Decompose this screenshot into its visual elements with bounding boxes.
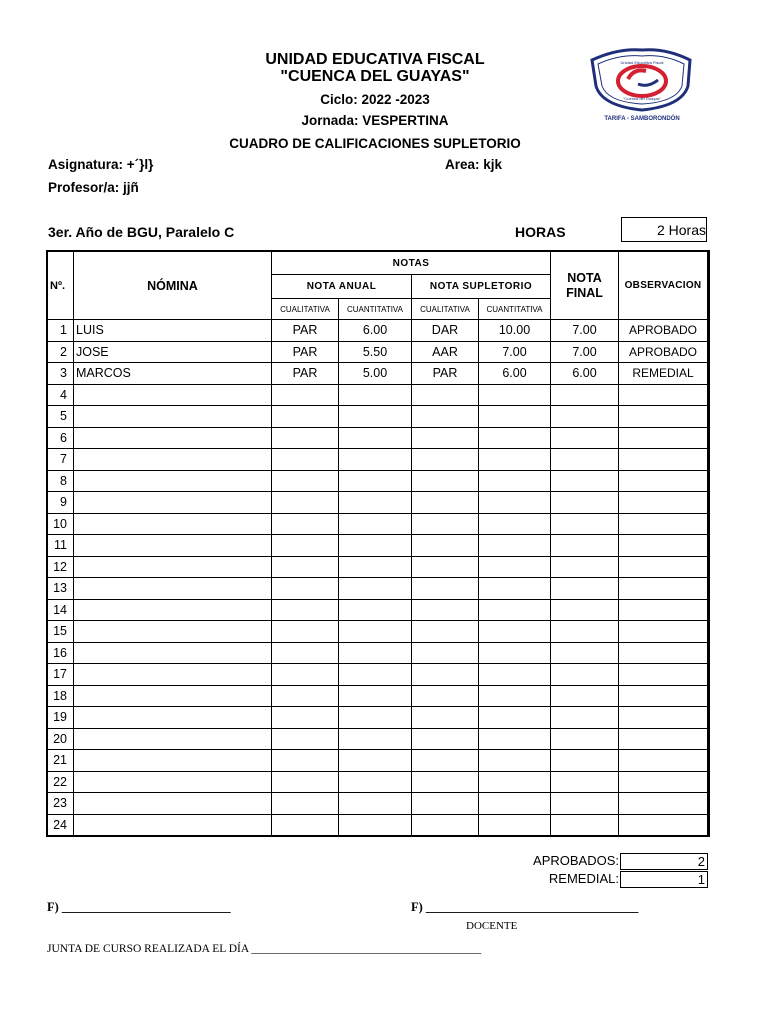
- firma-right: F) __________________________________: [411, 900, 639, 914]
- anual-cualitativa-cell: PAR: [272, 320, 339, 342]
- observacion-cell: [619, 771, 708, 793]
- horas-value: 2 Horas: [621, 217, 707, 242]
- anual-cuantitativa-cell: [339, 750, 412, 772]
- docente-label: DOCENTE: [466, 920, 518, 932]
- supletorio-cuantitativa-cell: [479, 685, 551, 707]
- table-row: [48, 793, 708, 815]
- student-name-cell: [74, 599, 272, 621]
- table-row: [48, 664, 708, 686]
- row-number-cell: 4: [48, 384, 74, 406]
- nota-final-cell: [551, 427, 619, 449]
- observacion-cell: [619, 664, 708, 686]
- anual-cualitativa-cell: [272, 685, 339, 707]
- nota-final-cell: [551, 535, 619, 557]
- table-row: [48, 470, 708, 492]
- student-name-cell: [74, 535, 272, 557]
- horas-label: HORAS: [515, 224, 566, 240]
- supletorio-cuantitativa-cell: [479, 664, 551, 686]
- supletorio-cualitativa-cell: AAR: [412, 341, 479, 363]
- student-name-cell: [74, 793, 272, 815]
- supletorio-cuantitativa-cell: [479, 556, 551, 578]
- nota-final-cell: [551, 449, 619, 471]
- anual-cuantitativa-cell: [339, 384, 412, 406]
- row-number-cell: 17: [48, 664, 74, 686]
- row-number-cell: 12: [48, 556, 74, 578]
- table-row: [48, 642, 708, 664]
- supletorio-cualitativa-cell: [412, 599, 479, 621]
- table-row: [48, 685, 708, 707]
- student-name-cell: [74, 427, 272, 449]
- col-header-no: Nº.: [48, 252, 74, 320]
- observacion-cell: [619, 750, 708, 772]
- anual-cuantitativa-cell: [339, 728, 412, 750]
- subheader-supletorio-cuantitativa: CUANTITATIVA: [479, 299, 551, 320]
- supletorio-cuantitativa-cell: [479, 535, 551, 557]
- remedial-value: 1: [620, 871, 708, 888]
- student-name-cell: [74, 771, 272, 793]
- anual-cualitativa-cell: [272, 556, 339, 578]
- table-row: [48, 728, 708, 750]
- supletorio-cuantitativa-cell: [479, 449, 551, 471]
- observacion-cell: [619, 685, 708, 707]
- observacion-cell: APROBADO: [619, 320, 708, 342]
- supletorio-cualitativa-cell: [412, 707, 479, 729]
- row-number-cell: 6: [48, 427, 74, 449]
- supletorio-cuantitativa-cell: [479, 427, 551, 449]
- school-logo: [578, 46, 706, 126]
- observacion-cell: [619, 449, 708, 471]
- student-name-cell: [74, 621, 272, 643]
- table-row: [48, 384, 708, 406]
- supletorio-cuantitativa-cell: [479, 793, 551, 815]
- supletorio-cualitativa-cell: [412, 814, 479, 836]
- anual-cuantitativa-cell: [339, 642, 412, 664]
- anual-cualitativa-cell: [272, 771, 339, 793]
- nota-final-cell: [551, 750, 619, 772]
- observacion-cell: [619, 578, 708, 600]
- nota-final-cell: [551, 578, 619, 600]
- col-header-nota-supletorio: NOTA SUPLETORIO: [412, 275, 551, 299]
- supletorio-cuantitativa-cell: 6.00: [479, 363, 551, 385]
- anual-cuantitativa-cell: 6.00: [339, 320, 412, 342]
- nota-final-cell: [551, 492, 619, 514]
- row-number-cell: 24: [48, 814, 74, 836]
- table-row: [48, 771, 708, 793]
- table-row: [48, 341, 708, 363]
- grades-table: [47, 251, 708, 836]
- observacion-cell: [619, 793, 708, 815]
- col-header-nota-anual: NOTA ANUAL: [272, 275, 412, 299]
- row-number-cell: 9: [48, 492, 74, 514]
- supletorio-cualitativa-cell: PAR: [412, 363, 479, 385]
- supletorio-cualitativa-cell: DAR: [412, 320, 479, 342]
- supletorio-cuantitativa-cell: [479, 621, 551, 643]
- nota-final-line2: FINAL: [566, 285, 603, 300]
- anual-cuantitativa-cell: [339, 707, 412, 729]
- observacion-cell: [619, 621, 708, 643]
- row-number-cell: 7: [48, 449, 74, 471]
- curso-label: 3er. Año de BGU, Paralelo C: [48, 224, 235, 240]
- col-header-nomina: NÓMINA: [74, 252, 272, 320]
- anual-cualitativa-cell: [272, 384, 339, 406]
- supletorio-cualitativa-cell: [412, 406, 479, 428]
- anual-cuantitativa-cell: 5.50: [339, 341, 412, 363]
- table-row: [48, 492, 708, 514]
- jornada-label: Jornada: VESPERTINA: [301, 113, 449, 128]
- anual-cuantitativa-cell: [339, 793, 412, 815]
- anual-cuantitativa-cell: [339, 492, 412, 514]
- observacion-cell: [619, 642, 708, 664]
- nota-final-cell: [551, 685, 619, 707]
- table-row: [48, 449, 708, 471]
- supletorio-cuantitativa-cell: 7.00: [479, 341, 551, 363]
- supletorio-cuantitativa-cell: [479, 814, 551, 836]
- observacion-cell: [619, 406, 708, 428]
- document-title: CUADRO DE CALIFICACIONES SUPLETORIO: [229, 136, 521, 151]
- anual-cualitativa-cell: [272, 578, 339, 600]
- anual-cualitativa-cell: [272, 621, 339, 643]
- supletorio-cualitativa-cell: [412, 427, 479, 449]
- anual-cualitativa-cell: [272, 427, 339, 449]
- table-row: [48, 320, 708, 342]
- supletorio-cualitativa-cell: [412, 556, 479, 578]
- supletorio-cuantitativa-cell: [479, 771, 551, 793]
- table-row: [48, 599, 708, 621]
- supletorio-cualitativa-cell: [412, 384, 479, 406]
- anual-cualitativa-cell: [272, 449, 339, 471]
- observacion-cell: [619, 556, 708, 578]
- anual-cualitativa-cell: [272, 599, 339, 621]
- student-name-cell: [74, 513, 272, 535]
- anual-cualitativa-cell: [272, 707, 339, 729]
- anual-cuantitativa-cell: [339, 814, 412, 836]
- student-name-cell: [74, 578, 272, 600]
- nota-final-cell: [551, 556, 619, 578]
- nota-final-cell: [551, 513, 619, 535]
- anual-cualitativa-cell: [272, 535, 339, 557]
- nota-final-cell: [551, 642, 619, 664]
- table-row: [48, 535, 708, 557]
- supletorio-cuantitativa-cell: [479, 599, 551, 621]
- school-name: UNIDAD EDUCATIVA FISCAL: [265, 51, 485, 68]
- student-name-cell: [74, 556, 272, 578]
- anual-cuantitativa-cell: 5.00: [339, 363, 412, 385]
- row-number-cell: 20: [48, 728, 74, 750]
- nota-final-cell: 7.00: [551, 320, 619, 342]
- anual-cualitativa-cell: [272, 470, 339, 492]
- row-number-cell: 15: [48, 621, 74, 643]
- col-header-nota-final: [551, 252, 619, 320]
- row-number-cell: 14: [48, 599, 74, 621]
- logo-text-top: Unidad Educativa Fiscal: [620, 60, 664, 65]
- school-name-line2: "CUENCA DEL GUAYAS": [280, 68, 470, 85]
- logo-text-bottom: "Cuenca del Guayas": [623, 96, 661, 101]
- table-row: [48, 750, 708, 772]
- row-number-cell: 21: [48, 750, 74, 772]
- subheader-anual-cuantitativa: CUANTITATIVA: [339, 299, 412, 320]
- anual-cuantitativa-cell: [339, 664, 412, 686]
- supletorio-cuantitativa-cell: 10.00: [479, 320, 551, 342]
- col-header-observacion: OBSERVACION: [619, 252, 708, 320]
- supletorio-cualitativa-cell: [412, 793, 479, 815]
- anual-cuantitativa-cell: [339, 685, 412, 707]
- profesor-label: Profesor/a: jjñ: [48, 180, 139, 195]
- anual-cualitativa-cell: [272, 728, 339, 750]
- anual-cuantitativa-cell: [339, 621, 412, 643]
- observacion-cell: [619, 384, 708, 406]
- observacion-cell: REMEDIAL: [619, 363, 708, 385]
- aprobados-label: APROBADOS:: [533, 853, 619, 868]
- nota-final-cell: [551, 384, 619, 406]
- supletorio-cuantitativa-cell: [479, 384, 551, 406]
- nota-final-cell: [551, 406, 619, 428]
- table-row: [48, 621, 708, 643]
- observacion-cell: [619, 513, 708, 535]
- student-name-cell: [74, 685, 272, 707]
- anual-cuantitativa-cell: [339, 427, 412, 449]
- nota-final-cell: [551, 771, 619, 793]
- remedial-label: REMEDIAL:: [548, 871, 619, 886]
- area-label: Area: kjk: [445, 157, 503, 172]
- row-number-cell: 2: [48, 341, 74, 363]
- nota-final-cell: [551, 793, 619, 815]
- anual-cuantitativa-cell: [339, 599, 412, 621]
- anual-cuantitativa-cell: [339, 406, 412, 428]
- student-name-cell: [74, 492, 272, 514]
- supletorio-cualitativa-cell: [412, 535, 479, 557]
- supletorio-cuantitativa-cell: [479, 707, 551, 729]
- table-row: [48, 427, 708, 449]
- supletorio-cuantitativa-cell: [479, 728, 551, 750]
- supletorio-cuantitativa-cell: [479, 406, 551, 428]
- supletorio-cualitativa-cell: [412, 578, 479, 600]
- supletorio-cuantitativa-cell: [479, 513, 551, 535]
- subheader-anual-cualitativa: CUALITATIVA: [272, 299, 339, 320]
- row-number-cell: 8: [48, 470, 74, 492]
- table-row: [48, 707, 708, 729]
- student-name-cell: [74, 814, 272, 836]
- row-number-cell: 18: [48, 685, 74, 707]
- student-name-cell: [74, 470, 272, 492]
- observacion-cell: [619, 492, 708, 514]
- anual-cualitativa-cell: [272, 814, 339, 836]
- student-name-cell: JOSE: [74, 341, 272, 363]
- row-number-cell: 3: [48, 363, 74, 385]
- supletorio-cuantitativa-cell: [479, 578, 551, 600]
- row-number-cell: 19: [48, 707, 74, 729]
- anual-cualitativa-cell: [272, 406, 339, 428]
- table-row: [48, 814, 708, 836]
- supletorio-cuantitativa-cell: [479, 492, 551, 514]
- nota-final-cell: [551, 707, 619, 729]
- supletorio-cualitativa-cell: [412, 492, 479, 514]
- nota-final-cell: [551, 664, 619, 686]
- student-name-cell: [74, 449, 272, 471]
- supletorio-cualitativa-cell: [412, 513, 479, 535]
- grades-body: [48, 320, 708, 836]
- table-row: [48, 513, 708, 535]
- anual-cuantitativa-cell: [339, 449, 412, 471]
- col-header-notas: NOTAS: [272, 252, 551, 275]
- observacion-cell: [619, 599, 708, 621]
- observacion-cell: [619, 707, 708, 729]
- anual-cualitativa-cell: [272, 492, 339, 514]
- junta-line: JUNTA DE CURSO REALIZADA EL DÍA ________________________________________: [47, 943, 482, 955]
- row-number-cell: 16: [48, 642, 74, 664]
- anual-cualitativa-cell: [272, 664, 339, 686]
- observacion-cell: APROBADO: [619, 341, 708, 363]
- nota-final-cell: [551, 470, 619, 492]
- student-name-cell: LUIS: [74, 320, 272, 342]
- row-number-cell: 10: [48, 513, 74, 535]
- supletorio-cuantitativa-cell: [479, 642, 551, 664]
- supletorio-cualitativa-cell: [412, 750, 479, 772]
- observacion-cell: [619, 814, 708, 836]
- supletorio-cualitativa-cell: [412, 470, 479, 492]
- row-number-cell: 13: [48, 578, 74, 600]
- firma-left: F) ___________________________: [47, 900, 231, 914]
- table-row: [48, 363, 708, 385]
- anual-cuantitativa-cell: [339, 556, 412, 578]
- anual-cuantitativa-cell: [339, 535, 412, 557]
- anual-cualitativa-cell: [272, 513, 339, 535]
- supletorio-cualitativa-cell: [412, 621, 479, 643]
- table-row: [48, 556, 708, 578]
- supletorio-cualitativa-cell: [412, 771, 479, 793]
- observacion-cell: [619, 427, 708, 449]
- nota-final-cell: [551, 621, 619, 643]
- student-name-cell: [74, 707, 272, 729]
- supletorio-cualitativa-cell: [412, 642, 479, 664]
- supletorio-cualitativa-cell: [412, 449, 479, 471]
- observacion-cell: [619, 470, 708, 492]
- table-row: [48, 406, 708, 428]
- anual-cualitativa-cell: [272, 642, 339, 664]
- row-number-cell: 22: [48, 771, 74, 793]
- student-name-cell: [74, 384, 272, 406]
- anual-cualitativa-cell: [272, 750, 339, 772]
- anual-cuantitativa-cell: [339, 578, 412, 600]
- anual-cualitativa-cell: PAR: [272, 363, 339, 385]
- observacion-cell: [619, 535, 708, 557]
- anual-cuantitativa-cell: [339, 513, 412, 535]
- row-number-cell: 23: [48, 793, 74, 815]
- nota-final-cell: [551, 728, 619, 750]
- nota-final-cell: 6.00: [551, 363, 619, 385]
- school-crest-icon: [578, 46, 706, 126]
- ciclo-label: Ciclo: 2022 -2023: [320, 92, 430, 107]
- row-number-cell: 1: [48, 320, 74, 342]
- logo-caption: TARIFA - SAMBORONDÓN: [604, 116, 680, 122]
- anual-cualitativa-cell: PAR: [272, 341, 339, 363]
- student-name-cell: [74, 406, 272, 428]
- supletorio-cualitativa-cell: [412, 685, 479, 707]
- student-name-cell: [74, 728, 272, 750]
- row-number-cell: 5: [48, 406, 74, 428]
- student-name-cell: [74, 642, 272, 664]
- student-name-cell: [74, 750, 272, 772]
- nota-final-cell: 7.00: [551, 341, 619, 363]
- anual-cuantitativa-cell: [339, 771, 412, 793]
- anual-cuantitativa-cell: [339, 470, 412, 492]
- student-name-cell: MARCOS: [74, 363, 272, 385]
- supletorio-cuantitativa-cell: [479, 470, 551, 492]
- observacion-cell: [619, 728, 708, 750]
- asignatura-label: Asignatura: +´}l}: [48, 157, 154, 172]
- supletorio-cuantitativa-cell: [479, 750, 551, 772]
- supletorio-cualitativa-cell: [412, 728, 479, 750]
- table-row: [48, 578, 708, 600]
- subheader-supletorio-cualitativa: CUALITATIVA: [412, 299, 479, 320]
- student-name-cell: [74, 664, 272, 686]
- aprobados-value: 2: [620, 853, 708, 870]
- supletorio-cualitativa-cell: [412, 664, 479, 686]
- nota-final-cell: [551, 814, 619, 836]
- anual-cualitativa-cell: [272, 793, 339, 815]
- nota-final-line1: NOTA: [567, 270, 602, 285]
- row-number-cell: 11: [48, 535, 74, 557]
- nota-final-cell: [551, 599, 619, 621]
